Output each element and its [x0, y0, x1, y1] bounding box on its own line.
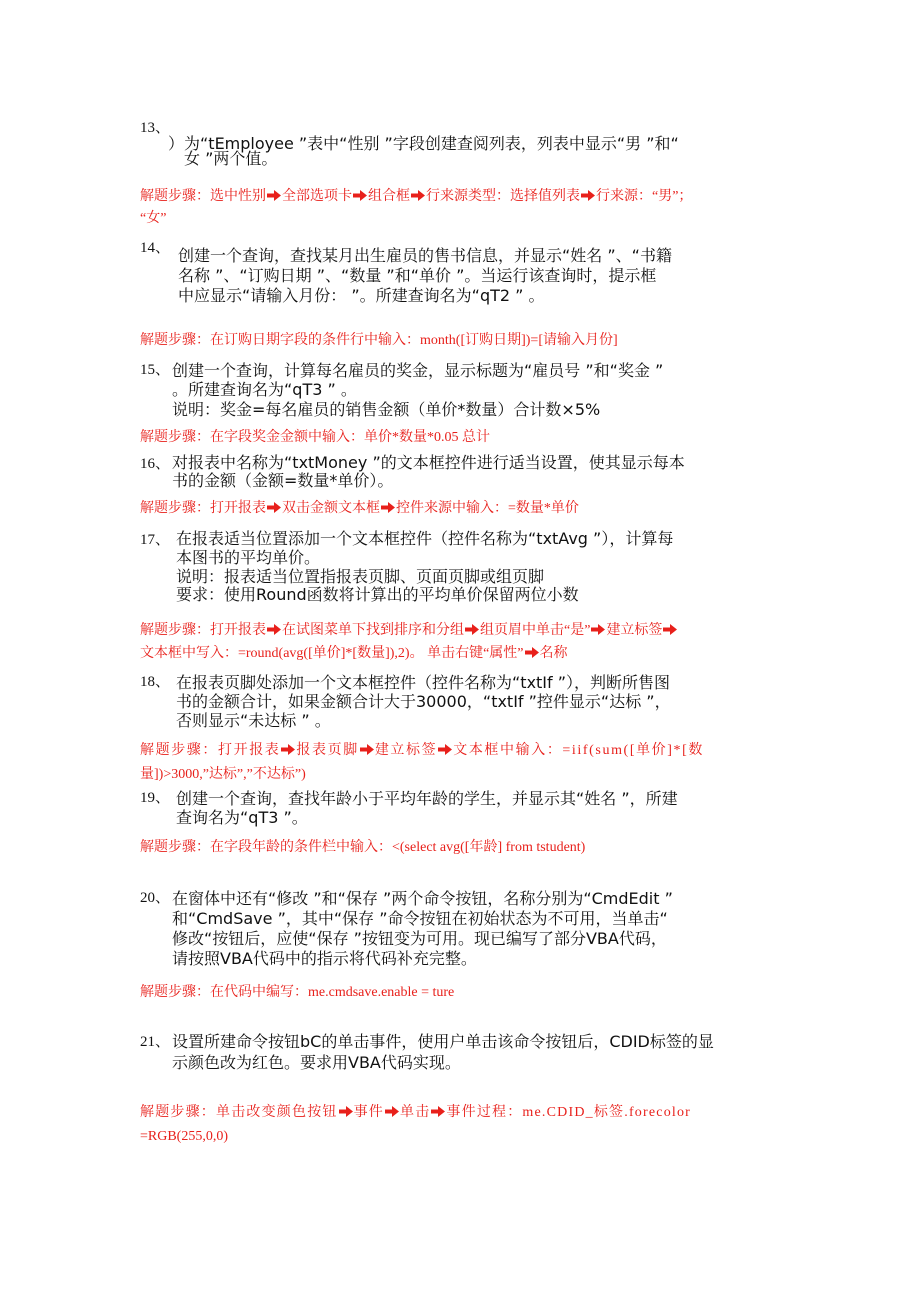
solution-label: 解题步骤：: [140, 1105, 216, 1120]
question-text: 说明：报表适当位置指报表页脚、页面页脚或组页脚: [176, 567, 545, 586]
step: 组合框: [368, 189, 410, 204]
question-text: 对报表中名称为“txtMoney ”的文本框控件进行适当设置，使其显示每本: [172, 453, 685, 472]
question-number: 21、: [140, 1034, 171, 1050]
step: 控件来源中输入：=数量*单价: [396, 501, 579, 516]
question-text: 说明：奖金=每名雇员的销售金额（单价*数量）合计数×5%: [172, 400, 601, 419]
step: 在订购日期字段的条件行中输入：month([订购日期])=[请输入月份]: [210, 333, 618, 348]
solution-line: [140, 330, 618, 351]
solution-label: 解题步骤：: [140, 333, 210, 348]
step: 双击金额文本框: [282, 501, 380, 516]
question-text: 创建一个查询，计算每名雇员的奖金，显示标题为“雇员号 ”和“奖金 ”: [172, 361, 664, 380]
step: 组页眉中单击“是”: [480, 623, 591, 638]
question-text: 请按照VBA代码中的指示将代码补充完整。: [172, 949, 477, 968]
solution-line: [140, 982, 454, 1003]
solution-label: 解题步骤：: [140, 623, 210, 638]
solution-line: [140, 186, 692, 207]
arrow-right-icon: [431, 1106, 445, 1117]
arrow-right-icon: [360, 744, 374, 755]
solution-label: 解题步骤：: [140, 985, 210, 1000]
step: 报表页脚: [296, 743, 359, 758]
solution-line: [140, 1126, 228, 1147]
arrow-right-icon: [411, 190, 425, 201]
step: 事件: [353, 1105, 385, 1120]
arrow-right-icon: [438, 744, 452, 755]
step: 打开报表: [218, 743, 281, 758]
arrow-right-icon: [525, 647, 539, 658]
question-number: 20、: [140, 890, 171, 906]
question-number: 19、: [140, 790, 171, 806]
question-text: 创建一个查询，查找某月出生雇员的售书信息，并显示“姓名 ”、“书籍: [178, 246, 672, 265]
step: 单击改变颜色按钮: [216, 1105, 338, 1120]
step: 在字段奖金金额中输入：单价*数量*0.05 总计: [210, 430, 490, 445]
arrow-right-icon: [353, 190, 367, 201]
solution-line: [140, 764, 306, 785]
question-text: 书的金额（金额=数量*单价）。: [172, 471, 394, 490]
solution-line: [140, 427, 490, 448]
step: 文本框中写入：=round(avg([单价]*[数量]),2)。 单击右键“属性”: [140, 646, 524, 661]
step: 全部选项卡: [282, 189, 352, 204]
question-number: 14、: [140, 240, 171, 256]
step: 选中性别: [210, 189, 266, 204]
step: 单击: [400, 1105, 431, 1120]
solution-label: 解题步骤：: [140, 501, 210, 516]
solution-line: [140, 643, 568, 664]
question-text: 本图书的平均单价。: [176, 548, 321, 567]
step: “女”: [140, 211, 167, 226]
solution-label: 解题步骤：: [140, 743, 218, 758]
step: 行来源：“男”；: [596, 189, 693, 204]
question-text: 在报表页脚处添加一个文本框控件（控件名称为“txtIf ”），判断所售图: [176, 673, 671, 692]
question-text: 。所建查询名为“qT3 ” 。: [172, 380, 357, 399]
step: 量])>3000,”达标”,”不达标”): [140, 767, 306, 782]
solution-label: 解题步骤：: [140, 189, 210, 204]
question-number: 17、: [140, 532, 171, 548]
question-number: 15、: [140, 362, 171, 378]
arrow-right-icon: [385, 1106, 399, 1117]
question-text: 创建一个查询，查找年龄小于平均年龄的学生，并显示其“姓名 ”，所建: [176, 789, 678, 808]
question-text: 和“CmdSave ”，其中“保存 ”命令按钮在初始状态为不可用，当单击“: [172, 909, 668, 928]
solution-label: 解题步骤：: [140, 430, 210, 445]
question-text: 修改“按钮后，应使“保存 ”按钮变为可用。现已编写了部分VBA代码，: [172, 929, 667, 948]
step: =RGB(255,0,0): [140, 1129, 229, 1144]
step: 在代码中编写：me.cmdsave.enable = ture: [210, 985, 455, 1000]
question-text: 示颜色改为红色。要求用VBA代码实现。: [172, 1053, 461, 1072]
question-text: 书的金额合计，如果金额合计大于30000，“txtIf ”控件显示“达标 ”，: [176, 692, 671, 711]
question-text: 女 ”两个值。: [184, 149, 278, 168]
solution-label: 解题步骤：: [140, 840, 210, 855]
question-text: 查询名为“qT3 ”。: [176, 808, 308, 827]
step: 在试图菜单下找到排序和分组: [282, 623, 464, 638]
step: 建立标签: [374, 743, 438, 758]
step: 名称: [539, 646, 568, 661]
step: 建立标签: [606, 623, 663, 638]
question-text: 在报表适当位置添加一个文本框控件（控件名称为“txtAvg ”），计算每: [176, 529, 674, 548]
step: 文本框中输入：=iif(sum([单价]*[数: [453, 743, 705, 758]
step: 事件过程：me.CDID_标签.forecolor: [446, 1105, 692, 1120]
arrow-right-icon: [663, 624, 677, 635]
arrow-right-icon: [381, 502, 395, 513]
question-text: 中应显示“请输入月份： ”。所建查询名为“qT2 ” 。: [178, 286, 545, 305]
question-text: 在窗体中还有“修改 ”和“保存 ”两个命令按钮，名称分别为“CmdEdit ”: [172, 889, 673, 908]
arrow-right-icon: [267, 624, 281, 635]
solution-line: [140, 1102, 691, 1123]
solution-line: [140, 620, 678, 641]
step: 在字段年龄的条件栏中输入：<(select avg([年龄] from tstudent): [210, 840, 586, 855]
arrow-right-icon: [281, 744, 295, 755]
step: 打开报表: [210, 623, 266, 638]
solution-line: [140, 208, 166, 229]
arrow-right-icon: [591, 624, 605, 635]
question-number: 18、: [140, 674, 171, 690]
solution-line: [140, 740, 704, 761]
question-text: 名称 ”、“订购日期 ”、“数量 ”和“单价 ”。当运行该查询时，提示框: [178, 266, 657, 285]
question-text: 要求：使用Round函数将计算出的平均单价保留两位小数: [176, 585, 579, 604]
question-number: 16、: [140, 456, 171, 472]
question-number: 13、: [140, 120, 171, 136]
question-text: 设置所建命令按钮bC的单击事件，使用户单击该命令按钮后，CDID标签的显: [172, 1032, 714, 1051]
arrow-right-icon: [339, 1106, 353, 1117]
arrow-right-icon: [267, 502, 281, 513]
question-text: 否则显示“未达标 ” 。: [176, 711, 331, 730]
step: 打开报表: [210, 501, 266, 516]
arrow-right-icon: [267, 190, 281, 201]
arrow-right-icon: [581, 190, 595, 201]
arrow-right-icon: [465, 624, 479, 635]
solution-line: [140, 837, 585, 858]
question-text: ）为“tEmployee ”表中“性别 ”字段创建查阅列表，列表中显示“男 ”和“: [168, 134, 679, 153]
step: 行来源类型：选择值列表: [426, 189, 580, 204]
solution-line: [140, 498, 579, 519]
